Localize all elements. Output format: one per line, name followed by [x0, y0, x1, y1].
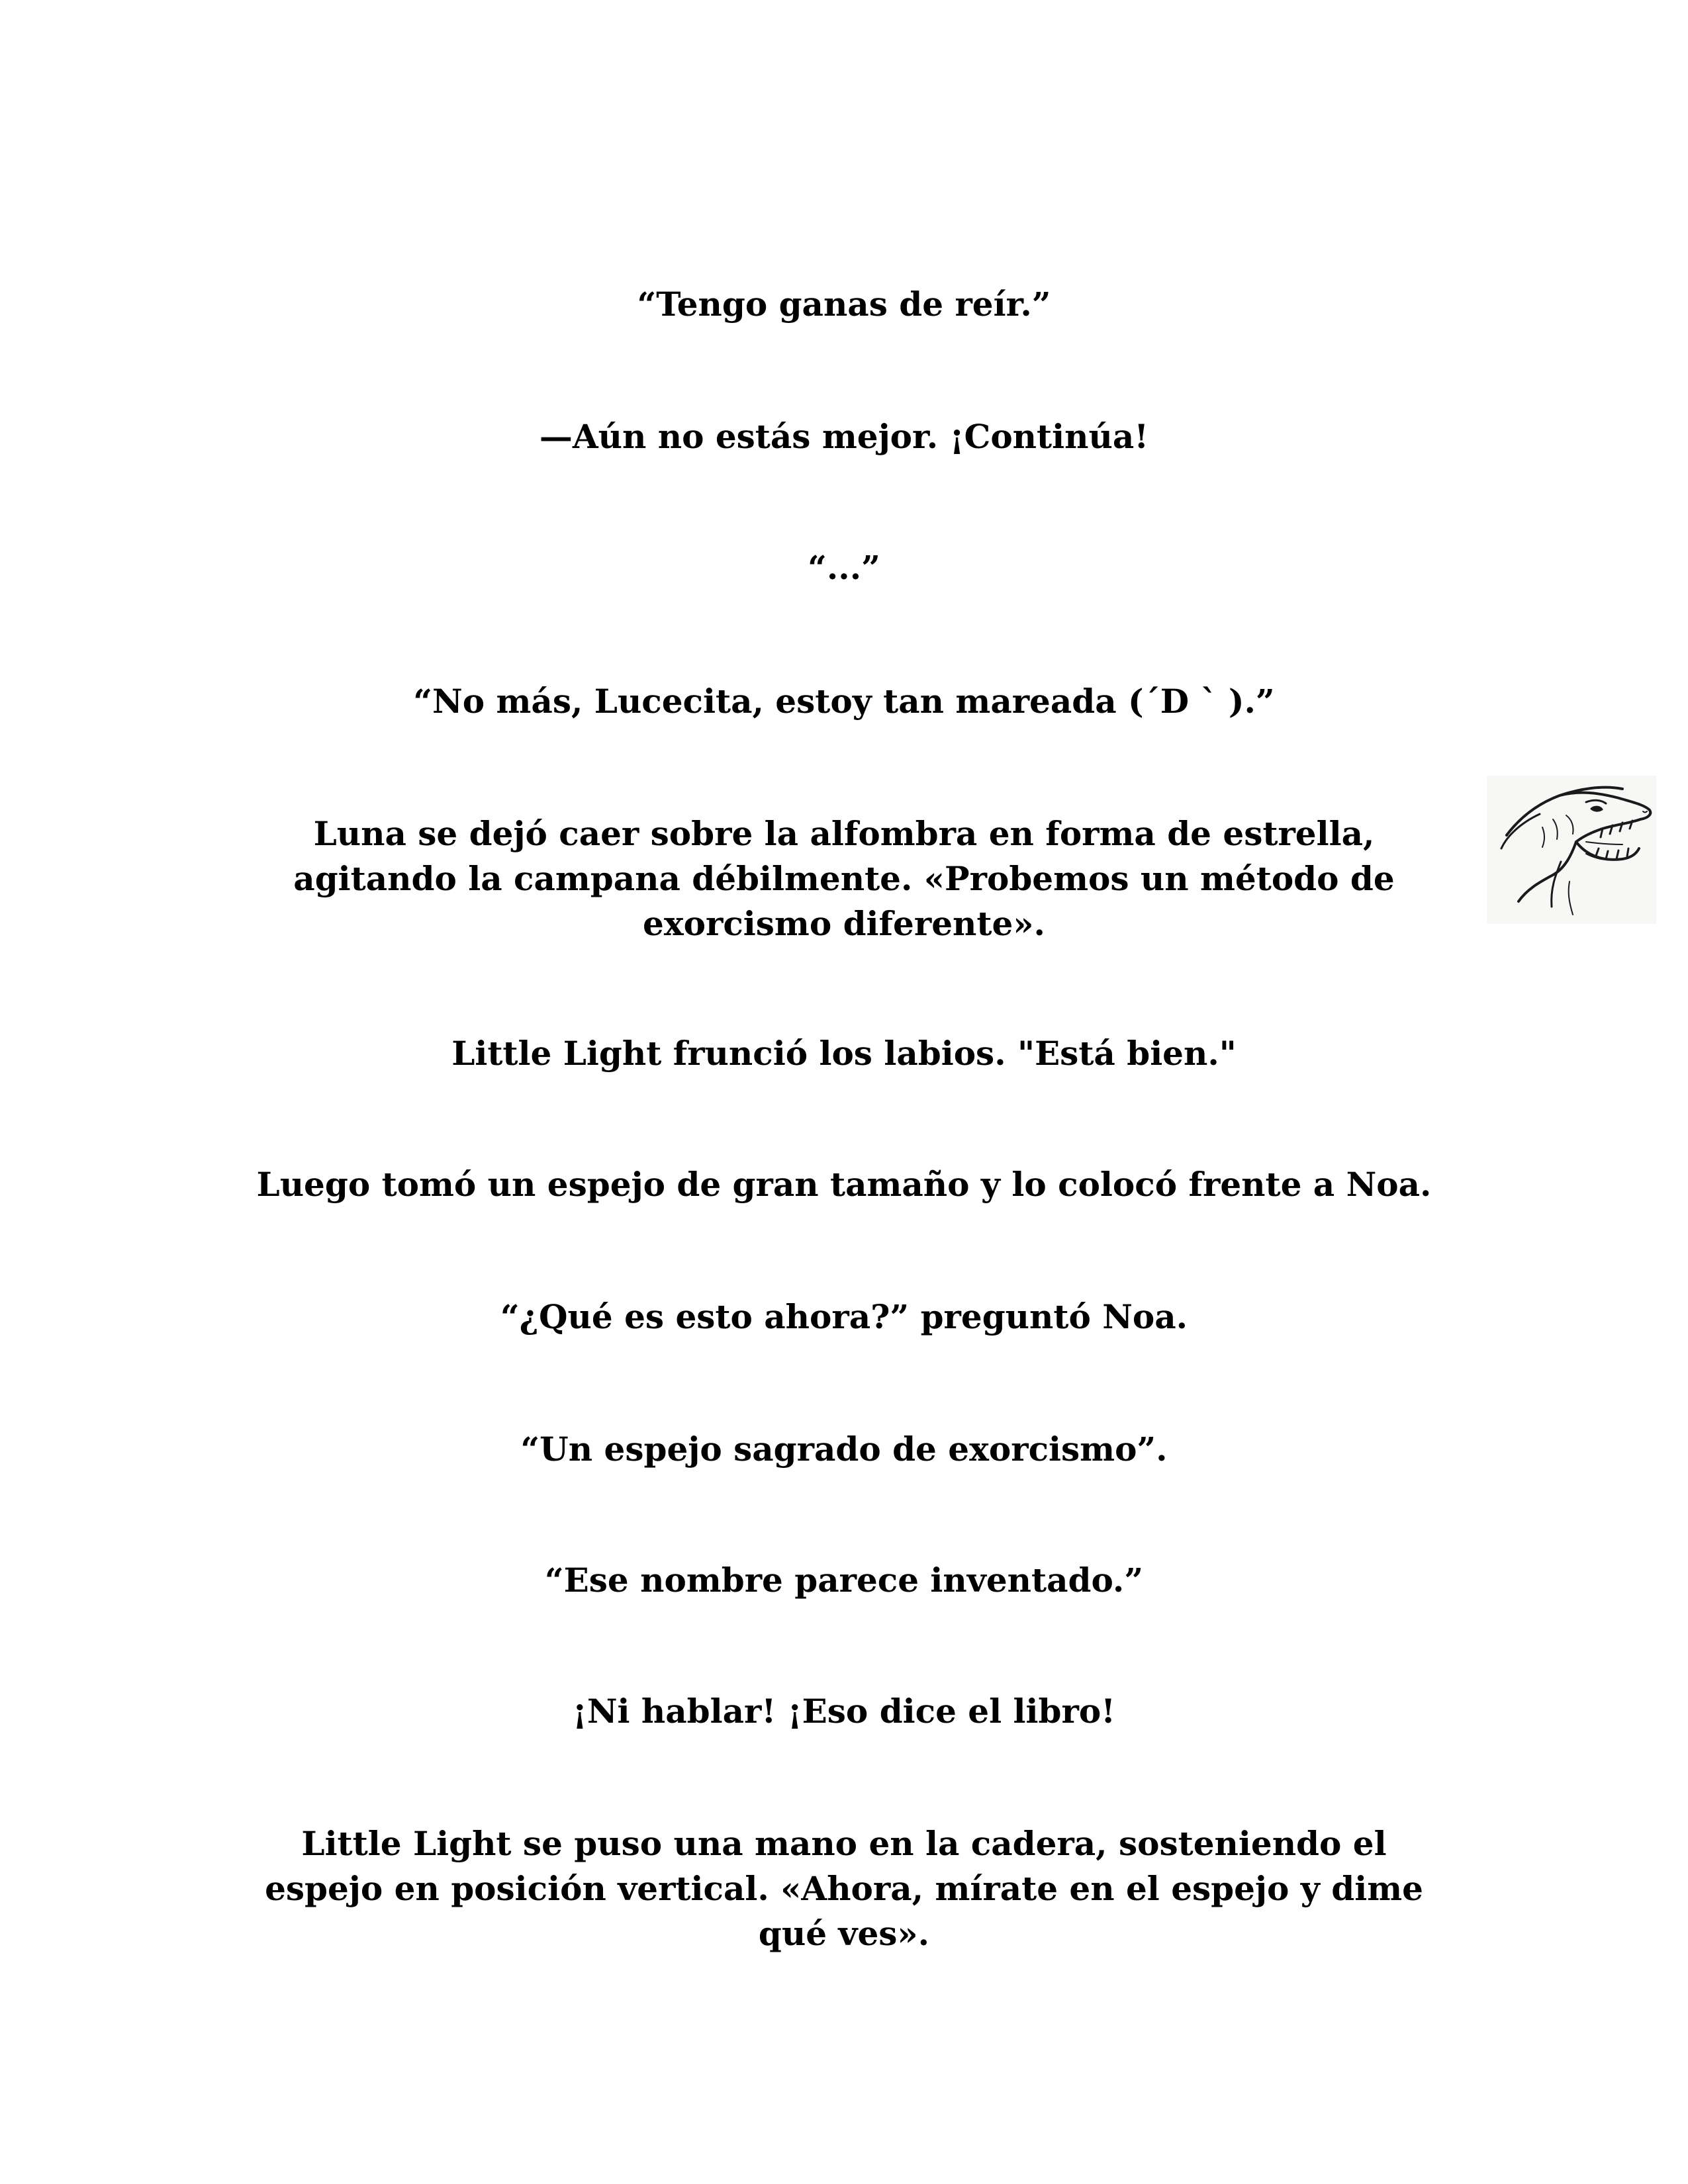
paragraph-1 — [0, 282, 1688, 327]
paragraph-6 — [0, 1031, 1688, 1076]
text-line: ¡Ni hablar! ¡Eso dice el libro! — [572, 1692, 1116, 1731]
text-line: —Aún no estás mejor. ¡Continúa! — [539, 417, 1149, 456]
text-line: espejo en posición vertical. «Ahora, mírate en el espejo y dime — [265, 1869, 1423, 1908]
text-line: “...” — [808, 548, 880, 587]
paragraph-10 — [0, 1558, 1688, 1603]
text-line: “Un espejo sagrado de exorcismo”. — [520, 1430, 1168, 1469]
paragraph-7 — [0, 1162, 1688, 1207]
text-line: Luna se dejó caer sobre la alfombra en forma de estrella, — [313, 814, 1375, 853]
text-line: Luego tomó un espejo de gran tamaño y lo colocó frente a Noa. — [256, 1165, 1432, 1204]
text-line: “¿Qué es esto ahora?” preguntó Noa. — [500, 1297, 1188, 1336]
paragraph-12 — [0, 1821, 1688, 1956]
dinosaur-sketch-icon — [1487, 776, 1656, 924]
paragraph-5 — [0, 811, 1688, 946]
text-line: Little Light se puso una mano en la cadera, sosteniendo el — [301, 1824, 1387, 1863]
text-line: “No más, Lucecita, estoy tan mareada (´D ` ).” — [413, 682, 1275, 721]
paragraph-2 — [0, 414, 1688, 459]
text-line: “Ese nombre parece inventado.” — [544, 1561, 1144, 1600]
paragraph-8 — [0, 1295, 1688, 1340]
paragraph-9 — [0, 1427, 1688, 1472]
text-line: agitando la campana débilmente. «Probemos un método de — [293, 859, 1395, 898]
text-line: exorcismo diferente». — [643, 904, 1045, 943]
text-line: “Tengo ganas de reír.” — [637, 285, 1051, 324]
paragraph-4 — [0, 679, 1688, 724]
text-line: Little Light frunció los labios. "Está bien." — [451, 1034, 1237, 1073]
text-line: qué ves». — [758, 1914, 930, 1953]
paragraph-3 — [0, 545, 1688, 590]
paragraph-11 — [0, 1689, 1688, 1734]
